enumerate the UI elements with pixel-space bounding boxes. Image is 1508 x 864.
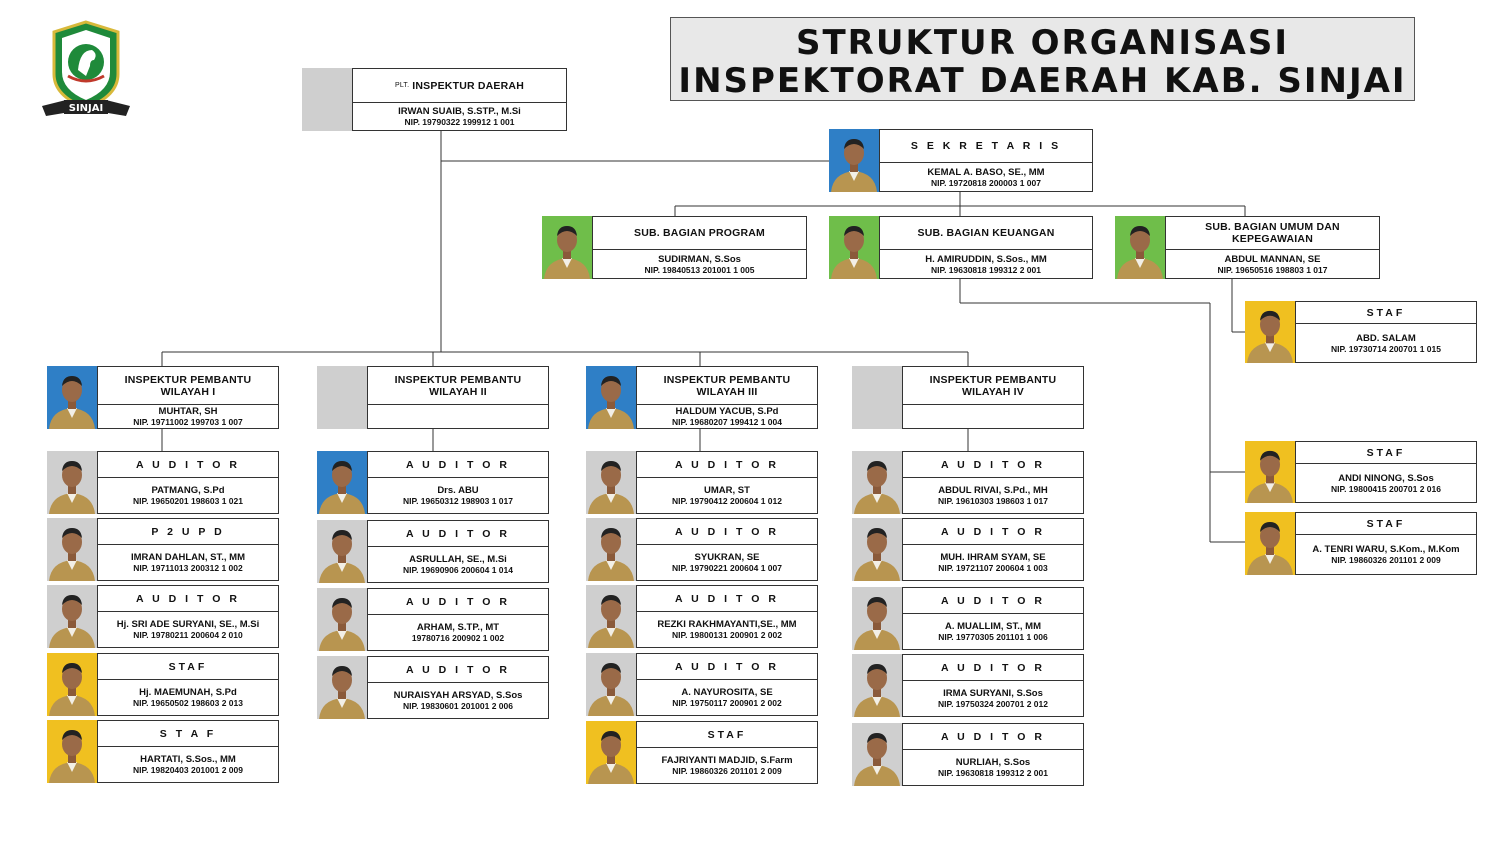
person-nip: NIP. 19750324 200701 2 012 <box>938 699 1048 709</box>
role-label <box>637 519 817 545</box>
person-photo <box>47 653 97 716</box>
card-text-box <box>902 518 1084 581</box>
person-nip: NIP. 19630818 199312 2 001 <box>931 264 1041 275</box>
role-text: A U D I T O R <box>675 660 779 673</box>
person-info <box>98 478 278 513</box>
person-nip: 19780716 200902 1 002 <box>411 633 505 643</box>
person-info <box>637 680 817 715</box>
person-info <box>98 680 278 715</box>
person-name: A. MUALLIM, ST., MM <box>944 621 1042 632</box>
person-photo <box>852 451 902 514</box>
person-name: MUH. IHRAM SYAM, SE <box>940 552 1046 563</box>
person-nip: NIP. 19650312 198903 1 017 <box>403 496 513 506</box>
role-text: INSPEKTUR PEMBANTU WILAYAH II <box>394 373 522 398</box>
person-nip: NIP. 19680207 199412 1 004 <box>672 417 782 427</box>
person-name: Drs. ABU <box>437 485 479 496</box>
person-name: REZKI RAKHMAYANTI,SE., MM <box>657 619 797 630</box>
person-info <box>1296 324 1476 362</box>
card-text-box <box>97 518 279 581</box>
person-nip: NIP. 19711002 199703 1 007 <box>133 417 243 427</box>
role-text: SUB. BAGIAN PROGRAM <box>634 227 765 239</box>
title-line-1: STRUKTUR ORGANISASI <box>796 23 1289 63</box>
person-photo <box>852 654 902 717</box>
role-label <box>368 589 548 615</box>
role-text: STAF <box>1366 517 1406 530</box>
title-line-2: INSPEKTORAT DAERAH KAB. SINJAI <box>678 61 1407 101</box>
person-nip: NIP. 19720818 200003 1 007 <box>931 177 1041 188</box>
person-photo <box>317 451 367 514</box>
person-name: IMRAN DAHLAN, ST., MM <box>131 552 245 563</box>
org-card-wilayah2-members-0 <box>317 451 549 514</box>
role-text: A U D I T O R <box>941 594 1045 607</box>
role-label <box>368 657 548 683</box>
role-label <box>637 654 817 680</box>
person-photo <box>586 721 636 784</box>
person-photo <box>47 451 97 514</box>
org-card-wilayah2-members-2 <box>317 588 549 651</box>
org-card-top-subbag_keuangan <box>829 216 1093 279</box>
card-text-box <box>636 366 818 429</box>
person-photo <box>302 68 352 131</box>
role-text: S E K R E T A R I S <box>910 140 1062 152</box>
org-card-wilayah4-members-0 <box>852 451 1084 514</box>
person-photo <box>47 585 97 648</box>
person-name: ABD. SALAM <box>1356 332 1416 344</box>
person-nip: NIP. 19840513 201001 1 005 <box>644 264 755 275</box>
person-photo <box>1245 512 1295 575</box>
person-info <box>1296 535 1476 574</box>
person-info <box>903 478 1083 513</box>
person-photo <box>1245 301 1295 363</box>
role-text: A U D I T O R <box>941 525 1045 538</box>
person-photo <box>829 129 879 192</box>
card-text-box <box>97 366 279 429</box>
card-text-box <box>879 216 1093 279</box>
person-photo <box>317 656 367 719</box>
role-text: A U D I T O R <box>941 730 1045 743</box>
person-name: Hj. SRI ADE SURYANI, SE., M.Si <box>116 619 260 630</box>
person-info <box>903 681 1083 716</box>
person-info <box>903 750 1083 785</box>
role-label <box>593 217 806 250</box>
card-text-box <box>636 518 818 581</box>
org-card-top-subbag_umum <box>1115 216 1380 279</box>
org-card-top-staf_sek_1 <box>1245 301 1477 363</box>
org-card-wilayah1-members-1 <box>47 518 279 581</box>
person-name: PATMANG, S.Pd <box>151 485 225 496</box>
person-info <box>98 405 278 428</box>
role-text: STAF <box>1366 306 1406 319</box>
person-info <box>903 545 1083 580</box>
org-card-wilayah4-members-2 <box>852 587 1084 650</box>
org-card-wilayah4-members-1 <box>852 518 1084 581</box>
person-name: HALDUM YACUB, S.Pd <box>675 406 779 417</box>
person-name: UMAR, ST <box>704 485 750 496</box>
person-nip: NIP. 19860326 201101 2 009 <box>672 766 782 776</box>
person-name: SUDIRMAN, S.Sos <box>658 253 741 265</box>
person-photo <box>317 520 367 583</box>
card-text-box <box>97 653 279 716</box>
person-photo <box>542 216 592 279</box>
role-label <box>368 367 548 405</box>
card-text-box <box>636 585 818 648</box>
org-card-top-staf_sek_3 <box>1245 512 1477 575</box>
role-label <box>903 367 1083 405</box>
person-photo <box>317 588 367 651</box>
person-name: ABDUL RIVAI, S.Pd., MH <box>938 485 1048 496</box>
person-info <box>903 405 1083 428</box>
person-info <box>368 405 548 428</box>
role-text: A U D I T O R <box>941 458 1045 471</box>
person-info <box>368 547 548 582</box>
person-name: MUHTAR, SH <box>158 406 218 417</box>
role-label <box>353 69 566 103</box>
person-name: NURLIAH, S.Sos <box>955 757 1031 768</box>
person-nip: NIP. 19790412 200604 1 012 <box>672 496 782 506</box>
role-text: A U D I T O R <box>675 458 779 471</box>
person-nip: NIP. 19690906 200604 1 014 <box>403 565 513 575</box>
role-label <box>98 519 278 545</box>
person-name: IRMA SURYANI, S.Sos <box>943 688 1043 699</box>
person-info <box>903 614 1083 649</box>
person-photo <box>852 723 902 786</box>
role-label <box>1296 442 1476 464</box>
org-card-wilayah3-members-0 <box>586 451 818 514</box>
role-label <box>98 367 278 405</box>
person-nip: NIP. 19800131 200901 2 002 <box>672 630 782 640</box>
person-info <box>637 405 817 428</box>
person-nip: NIP. 19711013 200312 1 002 <box>133 563 243 573</box>
person-photo <box>586 653 636 716</box>
role-text: A U D I T O R <box>406 527 510 540</box>
logo-text: SINJAI <box>68 103 104 114</box>
org-card-wilayah3-members-1 <box>586 518 818 581</box>
role-label <box>368 452 548 478</box>
role-text: STAF <box>707 728 747 741</box>
role-label <box>903 724 1083 750</box>
role-text: STAF <box>168 660 208 673</box>
role-label <box>903 588 1083 614</box>
person-name: FAJRIYANTI MADJID, S.Farm <box>661 755 793 766</box>
person-nip: NIP. 19830601 201001 2 006 <box>403 701 513 711</box>
person-name: A. NAYUROSITA, SE <box>681 687 773 698</box>
person-photo <box>47 720 97 783</box>
role-label <box>368 521 548 547</box>
role-label <box>1296 302 1476 324</box>
person-photo <box>1115 216 1165 279</box>
page-title <box>670 17 1415 101</box>
role-text: A U D I T O R <box>136 458 240 471</box>
person-nip: NIP. 19780211 200604 2 010 <box>133 630 243 640</box>
org-card-wilayah1-head <box>47 366 279 429</box>
role-label <box>98 721 278 747</box>
card-text-box <box>636 451 818 514</box>
person-info <box>637 748 817 783</box>
person-info <box>593 250 806 278</box>
card-text-box <box>367 366 549 429</box>
card-text-box <box>367 520 549 583</box>
person-nip: NIP. 19750117 200901 2 002 <box>672 698 782 708</box>
person-photo <box>852 587 902 650</box>
person-nip: NIP. 19770305 201101 1 006 <box>938 632 1048 642</box>
org-card-wilayah3-members-4 <box>586 721 818 784</box>
person-info <box>98 747 278 782</box>
person-info <box>1166 250 1379 278</box>
org-card-top-subbag_program <box>542 216 807 279</box>
card-text-box <box>1295 301 1477 363</box>
person-info <box>637 478 817 513</box>
person-name: ABDUL MANNAN, SE <box>1224 253 1321 265</box>
person-photo <box>1245 441 1295 503</box>
person-nip: NIP. 19790322 199912 1 001 <box>404 117 515 127</box>
role-label <box>98 452 278 478</box>
person-info <box>98 545 278 580</box>
role-prefix: PLT. <box>394 81 410 89</box>
card-text-box <box>902 451 1084 514</box>
role-text: INSPEKTUR PEMBANTU WILAYAH IV <box>929 373 1057 398</box>
role-text: STAF <box>1366 446 1406 459</box>
org-card-wilayah4-head <box>852 366 1084 429</box>
role-text: SUB. BAGIAN UMUM DAN KEPEGAWAIAN <box>1205 221 1340 245</box>
person-name: ASRULLAH, SE., M.Si <box>409 554 507 565</box>
role-label <box>903 519 1083 545</box>
person-name: H. AMIRUDDIN, S.Sos., MM <box>925 253 1047 265</box>
person-info <box>368 478 548 513</box>
role-text: A U D I T O R <box>675 525 779 538</box>
card-text-box <box>97 720 279 783</box>
person-photo <box>586 518 636 581</box>
person-info <box>880 250 1092 278</box>
person-photo <box>829 216 879 279</box>
role-text: A U D I T O R <box>136 592 240 605</box>
person-photo <box>852 518 902 581</box>
org-card-wilayah3-head <box>586 366 818 429</box>
person-nip: NIP. 19610303 198603 1 017 <box>938 496 1048 506</box>
person-info <box>368 683 548 718</box>
org-card-wilayah4-members-3 <box>852 654 1084 717</box>
card-text-box <box>1165 216 1380 279</box>
org-card-wilayah3-members-2 <box>586 585 818 648</box>
role-text: INSPEKTUR PEMBANTU WILAYAH I <box>124 373 252 398</box>
person-name: ANDI NINONG, S.Sos <box>1338 472 1434 484</box>
person-photo <box>47 366 97 429</box>
person-name: KEMAL A. BASO, SE., MM <box>927 166 1045 178</box>
person-name: A. TENRI WARU, S.Kom., M.Kom <box>1312 544 1460 555</box>
card-text-box <box>902 587 1084 650</box>
role-text: A U D I T O R <box>675 592 779 605</box>
person-name: ARHAM, S.TP., MT <box>416 622 500 633</box>
org-card-wilayah1-members-4 <box>47 720 279 783</box>
person-photo <box>586 451 636 514</box>
role-label <box>903 452 1083 478</box>
role-label <box>637 367 817 405</box>
role-text: SUB. BAGIAN KEUANGAN <box>917 227 1055 239</box>
person-nip: NIP. 19800415 200701 2 016 <box>1331 483 1441 494</box>
card-text-box <box>367 451 549 514</box>
card-text-box <box>636 721 818 784</box>
role-text: A U D I T O R <box>406 595 510 608</box>
role-text: S T A F <box>159 727 217 740</box>
org-card-wilayah1-members-3 <box>47 653 279 716</box>
person-info <box>637 612 817 647</box>
person-nip: NIP. 19650201 198603 1 021 <box>133 496 243 506</box>
role-text: INSPEKTUR PEMBANTU WILAYAH III <box>663 373 791 398</box>
card-text-box <box>367 656 549 719</box>
person-info <box>1296 464 1476 502</box>
person-name: IRWAN SUAIB, S.STP., M.Si <box>398 106 521 117</box>
role-label <box>1166 217 1379 250</box>
person-info <box>637 545 817 580</box>
org-card-wilayah2-head <box>317 366 549 429</box>
org-card-top-sekretaris <box>829 129 1093 192</box>
card-text-box <box>902 366 1084 429</box>
role-text: P 2 U P D <box>151 525 225 538</box>
person-name: NURAISYAH ARSYAD, S.Sos <box>393 690 523 701</box>
person-nip: NIP. 19650502 198603 2 013 <box>133 698 243 708</box>
role-label <box>1296 513 1476 535</box>
person-info <box>880 163 1092 191</box>
role-label <box>903 655 1083 681</box>
card-text-box <box>636 653 818 716</box>
role-label <box>98 654 278 680</box>
person-info <box>353 103 566 130</box>
card-text-box <box>879 129 1093 192</box>
person-photo <box>47 518 97 581</box>
role-label <box>98 586 278 612</box>
person-nip: NIP. 19820403 201001 2 009 <box>133 765 243 775</box>
person-name: HARTATI, S.Sos., MM <box>140 754 236 765</box>
role-label <box>637 452 817 478</box>
role-text: INSPEKTUR DAERAH <box>412 79 524 92</box>
org-card-top-inspektur <box>302 68 567 131</box>
role-text: A U D I T O R <box>941 661 1045 674</box>
person-nip: NIP. 19860326 201101 2 009 <box>1331 555 1441 565</box>
person-info <box>98 612 278 647</box>
card-text-box <box>902 654 1084 717</box>
person-photo <box>586 585 636 648</box>
org-card-wilayah2-members-1 <box>317 520 549 583</box>
person-name: SYUKRAN, SE <box>694 552 760 563</box>
person-info <box>368 615 548 650</box>
role-label <box>880 130 1092 163</box>
card-text-box <box>97 451 279 514</box>
role-text: A U D I T O R <box>406 663 510 676</box>
org-card-wilayah4-members-4 <box>852 723 1084 786</box>
card-text-box <box>1295 441 1477 503</box>
card-text-box <box>902 723 1084 786</box>
person-photo <box>586 366 636 429</box>
org-card-top-staf_sek_2 <box>1245 441 1477 503</box>
org-card-wilayah2-members-3 <box>317 656 549 719</box>
card-text-box <box>592 216 807 279</box>
sinjai-logo <box>40 20 132 118</box>
person-nip: NIP. 19730714 200701 1 015 <box>1331 343 1441 354</box>
person-photo <box>852 366 902 429</box>
card-text-box <box>352 68 567 131</box>
card-text-box <box>367 588 549 651</box>
org-card-wilayah3-members-3 <box>586 653 818 716</box>
person-nip: NIP. 19630818 199312 2 001 <box>938 768 1048 778</box>
person-nip: NIP. 19790221 200604 1 007 <box>672 563 782 573</box>
person-photo <box>317 366 367 429</box>
role-label <box>880 217 1092 250</box>
person-nip: NIP. 19650516 198803 1 017 <box>1217 264 1328 275</box>
card-text-box <box>97 585 279 648</box>
org-card-wilayah1-members-0 <box>47 451 279 514</box>
person-name: Hj. MAEMUNAH, S.Pd <box>139 687 237 698</box>
person-nip: NIP. 19721107 200604 1 003 <box>938 563 1048 573</box>
role-text: A U D I T O R <box>406 458 510 471</box>
role-label <box>637 722 817 748</box>
card-text-box <box>1295 512 1477 575</box>
role-label <box>637 586 817 612</box>
org-card-wilayah1-members-2 <box>47 585 279 648</box>
